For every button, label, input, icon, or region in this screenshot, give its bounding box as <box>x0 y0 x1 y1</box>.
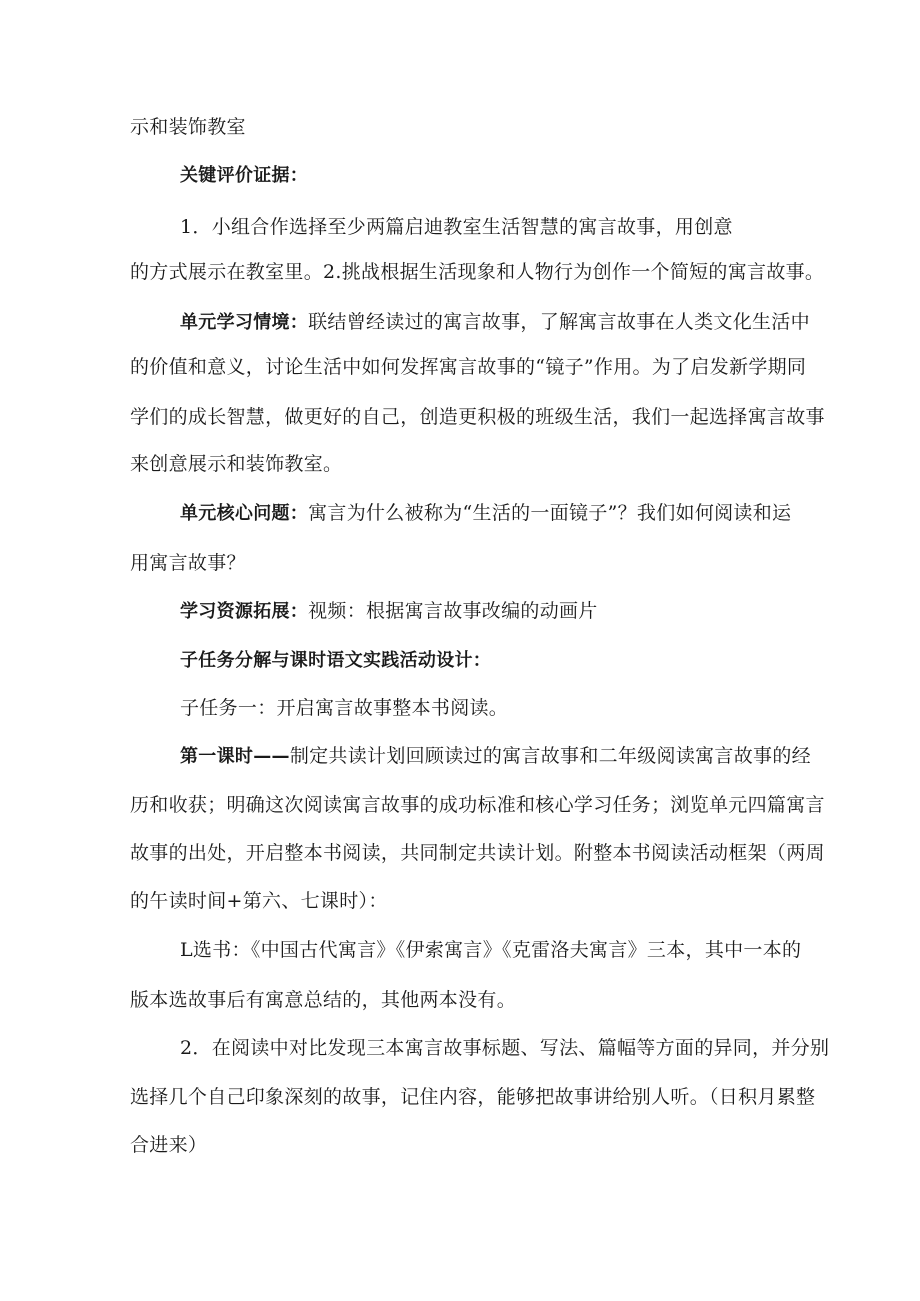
heading-label: 学习资源拓展： <box>180 601 309 622</box>
paragraph-line <box>0 214 920 240</box>
text: 示和装饰教室 <box>130 116 246 138</box>
paragraph-line <box>0 888 920 914</box>
text: 学们的成长智慧，做更好的自己，创造更积极的班级生活，我们一起选择寓言故事 <box>130 406 825 428</box>
paragraph-line <box>0 695 920 721</box>
paragraph-line <box>0 1035 920 1061</box>
text: 视频：根据寓言故事改编的动画片 <box>308 600 598 622</box>
paragraph-line <box>0 309 920 336</box>
text: 制定共读计划回顾读过的寓言故事和二年级阅读寓言故事的经 <box>289 745 811 767</box>
heading-label: 单元核心问题： <box>180 503 309 524</box>
text: 的午读时间+第六、七课时）： <box>130 890 388 912</box>
text: 选择几个自己印象深刻的故事，记住内容，能够把故事讲给别人听。（日积月累整 <box>130 1086 816 1108</box>
heading-label: 单元学习情境： <box>180 312 309 333</box>
section-heading <box>0 162 920 189</box>
heading-label: 子任务分解与课时语文实践活动设计： <box>180 650 492 671</box>
heading-label: 第一课时—— <box>180 746 290 767</box>
text: 联结曾经读过的寓言故事，了解寓言故事在人类文化生活中 <box>308 311 810 333</box>
text: 的方式展示在教室里。2.挑战根据生活现象和人物行为创作一个简短的寓言故事。 <box>130 261 825 283</box>
paragraph-line <box>0 500 920 527</box>
text: 用寓言故事？ <box>130 552 246 574</box>
paragraph-line <box>0 792 920 818</box>
paragraph-line <box>0 840 920 866</box>
paragraph-line <box>0 1084 920 1110</box>
paragraph-line <box>0 354 920 380</box>
text: 1．小组合作选择至少两篇启迪教室生活智慧的寓言故事，用创意 <box>180 216 733 238</box>
text: 历和收获；明确这次阅读寓言故事的成功标准和核心学习任务；浏览单元四篇寓言 <box>130 794 825 816</box>
paragraph-line <box>0 987 920 1013</box>
text: 故事的出处，开启整本书阅读，共同制定共读计划。附整本书阅读活动框架（两周 <box>130 842 825 864</box>
paragraph-line <box>0 937 920 963</box>
text: 合进来） <box>130 1134 208 1156</box>
paragraph-line <box>0 1132 920 1158</box>
paragraph-line <box>0 550 920 576</box>
paragraph-line <box>0 451 920 477</box>
paragraph-line <box>0 598 920 625</box>
text: 来创意展示和装饰教室。 <box>130 453 343 475</box>
text: 子任务一：开启寓言故事整本书阅读。 <box>180 697 509 719</box>
paragraph-line <box>0 404 920 430</box>
paragraph-line <box>0 743 920 770</box>
text: 寓言为什么被称为“生活的一面镜子”？我们如何阅读和运 <box>308 502 792 524</box>
text: 2．在阅读中对比发现三本寓言故事标题、写法、篇幅等方面的异同，并分别 <box>180 1037 830 1059</box>
text: L选书：《中国古代寓言》《伊索寓言》《克雷洛夫寓言》三本，其中一本的 <box>180 939 802 961</box>
text: 版本选故事后有寓意总结的，其他两本没有。 <box>130 989 517 1011</box>
section-heading <box>0 647 920 674</box>
paragraph-line <box>0 114 920 140</box>
text: 的价值和意义，讨论生活中如何发挥寓言故事的“镜子”作用。为了启发新学期同 <box>130 356 807 378</box>
heading-label: 关键评价证据： <box>180 165 309 186</box>
paragraph-line <box>0 259 920 285</box>
